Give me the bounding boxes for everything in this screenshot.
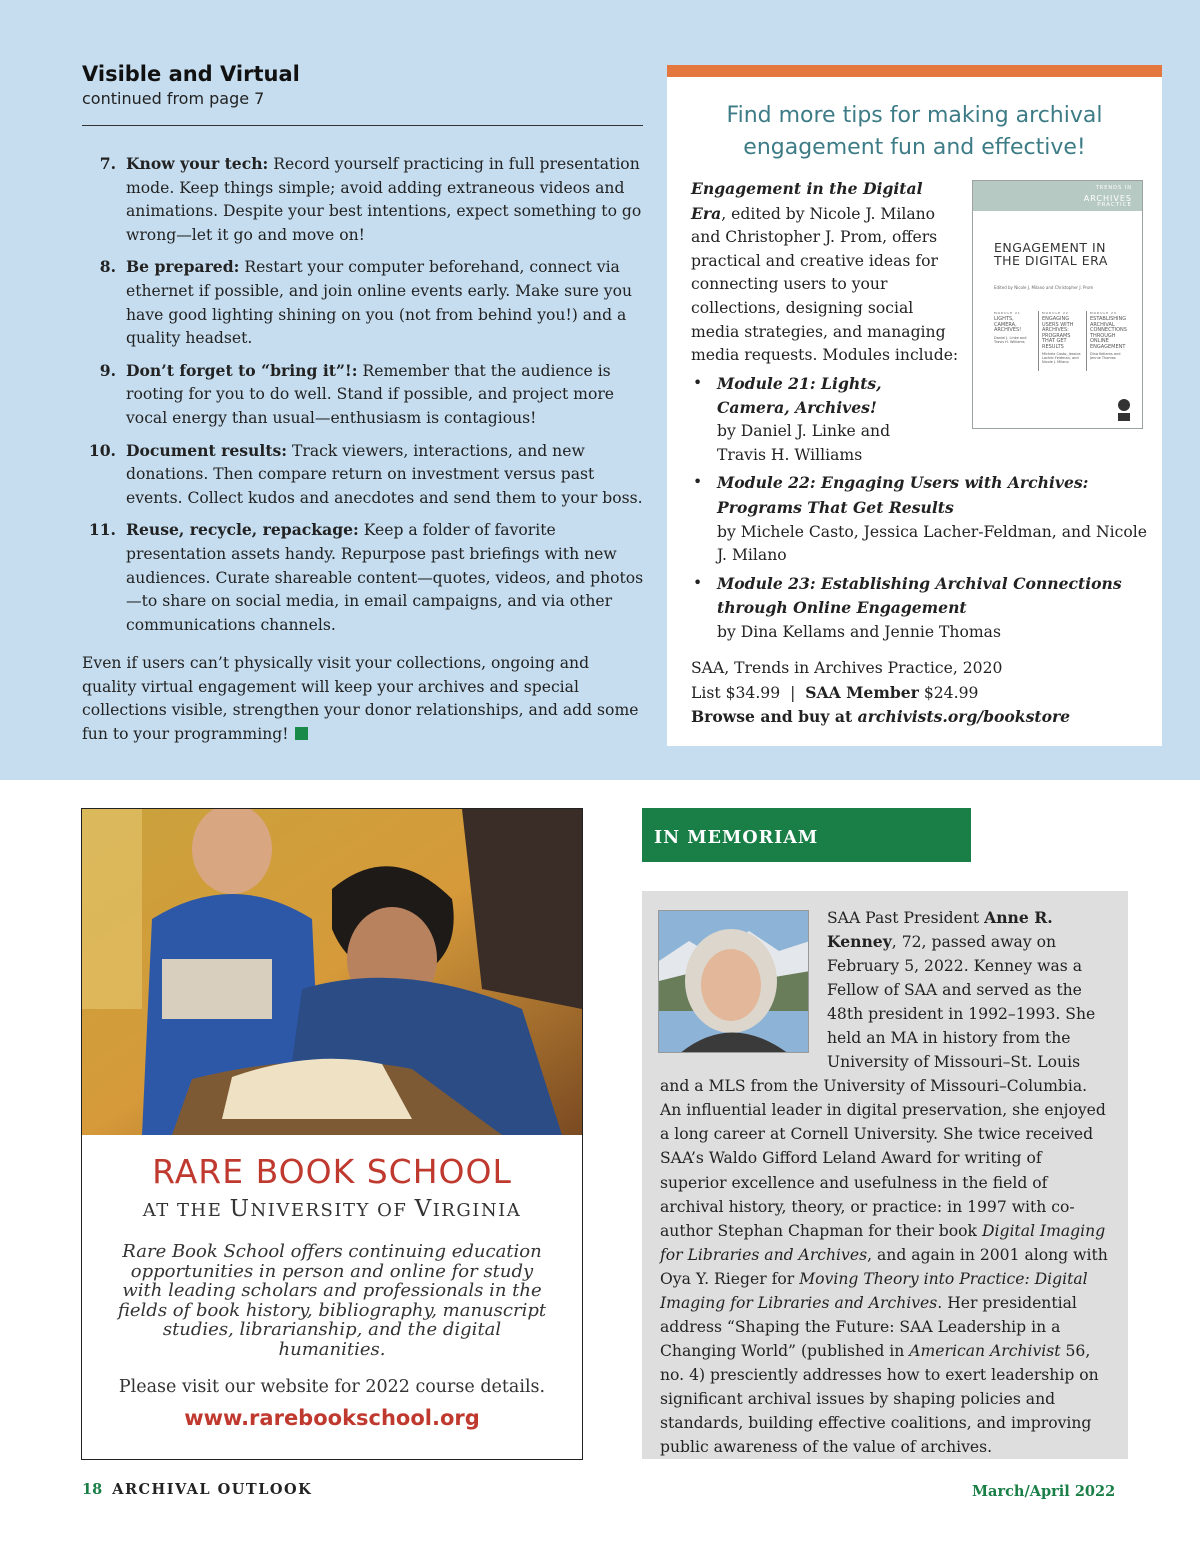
modules-list	[691, 372, 1151, 649]
tip-number: 8.	[99, 257, 116, 277]
module-title: Module 22: Engaging Users with Archives: Programs That Get Results	[717, 473, 1089, 517]
tip-item	[88, 152, 648, 247]
memoriam-text: SAA Past President Anne R. Kenney, 72, passed away on February 5, 2022. Kenney was a Fellow of SAA and served as the 48th president in 1992–1993. She held an MA in history from the University of Missouri–St. Louis and a MLS from the University of Missouri–Columbia. An influential leader in digital preservation, she enjoyed a long career at Cornell University. She twice received SAA’s Waldo Gifford Leland Award for writing of superior excellence and usefulness in the field of archival history, theory, or practice: in 1997 with co-author Stephan Chapman for their book Digital Imaging for Libraries and Archives, and again in 2001 along with Oya Y. Rieger for Moving Theory into Practice: Digital Imaging for Libraries and Archives. Her presidential address “Shaping the Future: SAA Leadership in a Changing World” (published in American Archivist 56, no. 4) presciently addresses how to exert leadership on significant archival issues by shaping policies and standards, building effective coalitions, and improving public awareness of the value of archives.	[660, 908, 1108, 1457]
module-item: • Module 22: Engaging Users with Archives: Programs That Get Results by Michele Casto, Jessica Lacher-Feldman, and Nicole J. Milano	[693, 473, 1147, 565]
module-item: • Module 21: Lights, Camera, Archives! by Daniel J. Linke and Travis H. Williams	[691, 372, 1151, 467]
cover-title: ENGAGEMENT IN THE DIGITAL ERA	[994, 240, 1108, 268]
tip-heading: Know your tech:	[126, 154, 269, 173]
publisher-line: SAA, Trends in Archives Practice, 2020	[691, 659, 1003, 677]
ad-body: Rare Book School offers continuing education opportunities in person and online for study with leading scholars and professionals in the fields of book history, bibliography, manuscript studies, librarianship, and the digital humanities.	[117, 1241, 547, 1360]
promo-intro: Engagement in the Digital Era, edited by Nicole J. Milano and Christopher J. Prom, offers practical and creative ideas for connecting users to your collections, designing social media strategies, and managing media requests. Modules include:	[691, 179, 959, 365]
rare-book-school-ad	[81, 808, 583, 1460]
promo-pricing: SAA, Trends in Archives Practice, 2020 List $34.99 | SAA Member $24.99 Browse and buy at archivists.org/bookstore	[691, 657, 1151, 729]
memoriam-banner: IN MEMORIAM	[642, 808, 971, 862]
promo-heading: Find more tips for making archival engagement fun and effective!	[726, 103, 1103, 160]
cover-modules: MODULE 21 LIGHTS, CAMERA, ARCHIVES! Daniel J. Linke and Travis H. Williams MODULE 22 ENGAGING USERS WITH ARCHIVES: PROGRAMS THAT GET RESULTS Michele Casto, Jessica Lacher-Feldman, and Nicole J. Milano MODULE 23 ESTABLISHING ARCHIVAL CONNECTIONS THROUGH ONLINE ENGAGEMENT Dina Kellams and Jennie Thomas	[994, 311, 1134, 371]
tip-item	[88, 255, 648, 350]
ad-url-link[interactable]: www.rarebookschool.org	[184, 1406, 480, 1430]
tips-list	[88, 152, 648, 645]
module-authors: by Dina Kellams and Jennie Thomas	[717, 622, 1001, 641]
ad-visit: Please visit our website for 2022 course details.	[118, 1377, 546, 1397]
tip-item	[88, 518, 648, 637]
module-authors: by Michele Casto, Jessica Lacher-Feldman, and Nicole J. Milano	[717, 522, 1147, 565]
tip-text: Keep a folder of favorite presentation assets handy. Repurpose past briefings with new audiences. Curate shareable content—quotes, videos, and photos—to share on social media, in email campaigns, and via other communications channels.	[126, 521, 644, 634]
tip-heading: Document results:	[126, 440, 288, 460]
memoriam-box	[642, 891, 1128, 1459]
cover-editors: Edited by Nicole J. Milano and Christopher J. Prom	[994, 285, 1094, 290]
tip-number: 10.	[88, 440, 116, 460]
module-title: Module 23: Establishing Archival Connections through Online Engagement	[717, 573, 1122, 618]
footer-publication: 18 ARCHIVAL OUTLOOK	[82, 1481, 313, 1498]
tip-text: Record yourself practicing in full presentation mode. Keep things simple; avoid adding extraneous videos and animations. Despite your best intentions, expect something to go wrong—let it go and move on!	[126, 155, 642, 244]
tip-text: Track viewers, interactions, and new donations. Then compare return on investment versus past events. Collect kudos and anecdotes and send them to your boss.	[126, 441, 643, 507]
tip-heading: Reuse, recycle, repackage:	[126, 520, 359, 540]
ad-photo	[82, 809, 582, 1135]
promo-accent-bar	[667, 65, 1162, 77]
list-price: List $34.99	[691, 683, 781, 702]
book-cover: TRENDS IN ARCHIVES PRACTICE ENGAGEMENT IN THE DIGITAL ERA Edited by Nicole J. Milano and Christopher J. Prom MODULE 21 LIGHTS, CAMERA, ARCHIVES! Daniel J. Linke and Travis H. Williams MODULE 22 ENGAGING USERS WITH ARCHIVES: PROGRAMS THAT GET RESULTS Michele Casto, Jessica Lacher-Feldman, and Nicole J. Milano MODULE 23 ESTABLISHING ARCHIVAL CONNECTIONS THROUGH ONLINE ENGAGEMENT Dina Kellams and Jennie Thomas	[972, 180, 1143, 429]
footer-issue: March/April 2022	[972, 1483, 1116, 1500]
article-title: Visible and Virtual	[82, 62, 300, 86]
member-price: $24.99	[923, 683, 979, 702]
tip-text: Remember that the audience is rooting for you to do well. Stand if possible, and project more vocal energy than usual—enthusiasm is contagious!	[126, 361, 615, 427]
bookstore-link[interactable]: archivists.org/bookstore	[857, 707, 1071, 727]
tip-item	[88, 359, 648, 431]
divider	[82, 125, 643, 126]
module-title: Module 21: Lights, Camera, Archives!	[717, 374, 882, 417]
tip-text: Restart your computer beforehand, connect via ethernet if possible, and join online events early. Make sure you have good lighting shining on you (not from behind you!) and a quality headset.	[126, 258, 633, 348]
tip-item	[88, 439, 648, 511]
ad-subtitle: AT THE UNIVERSITY OF VIRGINIA	[142, 1196, 522, 1222]
book-promo	[667, 65, 1162, 746]
closing-paragraph: Even if users can’t physically visit your collections, ongoing and quality virtual engagement will keep your archives and special collections visible, strengthen your donor relationships, and add some fun to your programming!	[82, 654, 639, 743]
module-item: • Module 23: Establishing Archival Connections through Online Engagement by Dina Kellams and Jennie Thomas	[693, 573, 1122, 641]
article-continued: continued from page 7	[82, 89, 265, 108]
end-mark-icon	[295, 727, 308, 740]
tip-heading: Be prepared:	[126, 257, 240, 277]
ad-title: RARE BOOK SCHOOL	[152, 1152, 512, 1191]
tip-number: 7.	[99, 154, 116, 173]
person-name: Anne R. Kenney	[827, 908, 1053, 952]
module-authors: by Daniel J. Linke and Travis H. Williams	[717, 422, 891, 464]
tip-heading: Don’t forget to “bring it”!:	[126, 360, 358, 380]
tip-number: 9.	[99, 360, 116, 380]
tip-number: 11.	[88, 520, 116, 540]
page-number: 18	[82, 1481, 103, 1498]
book-title: Engagement in the Digital Era	[691, 179, 923, 223]
member-label: SAA Member	[805, 682, 919, 702]
